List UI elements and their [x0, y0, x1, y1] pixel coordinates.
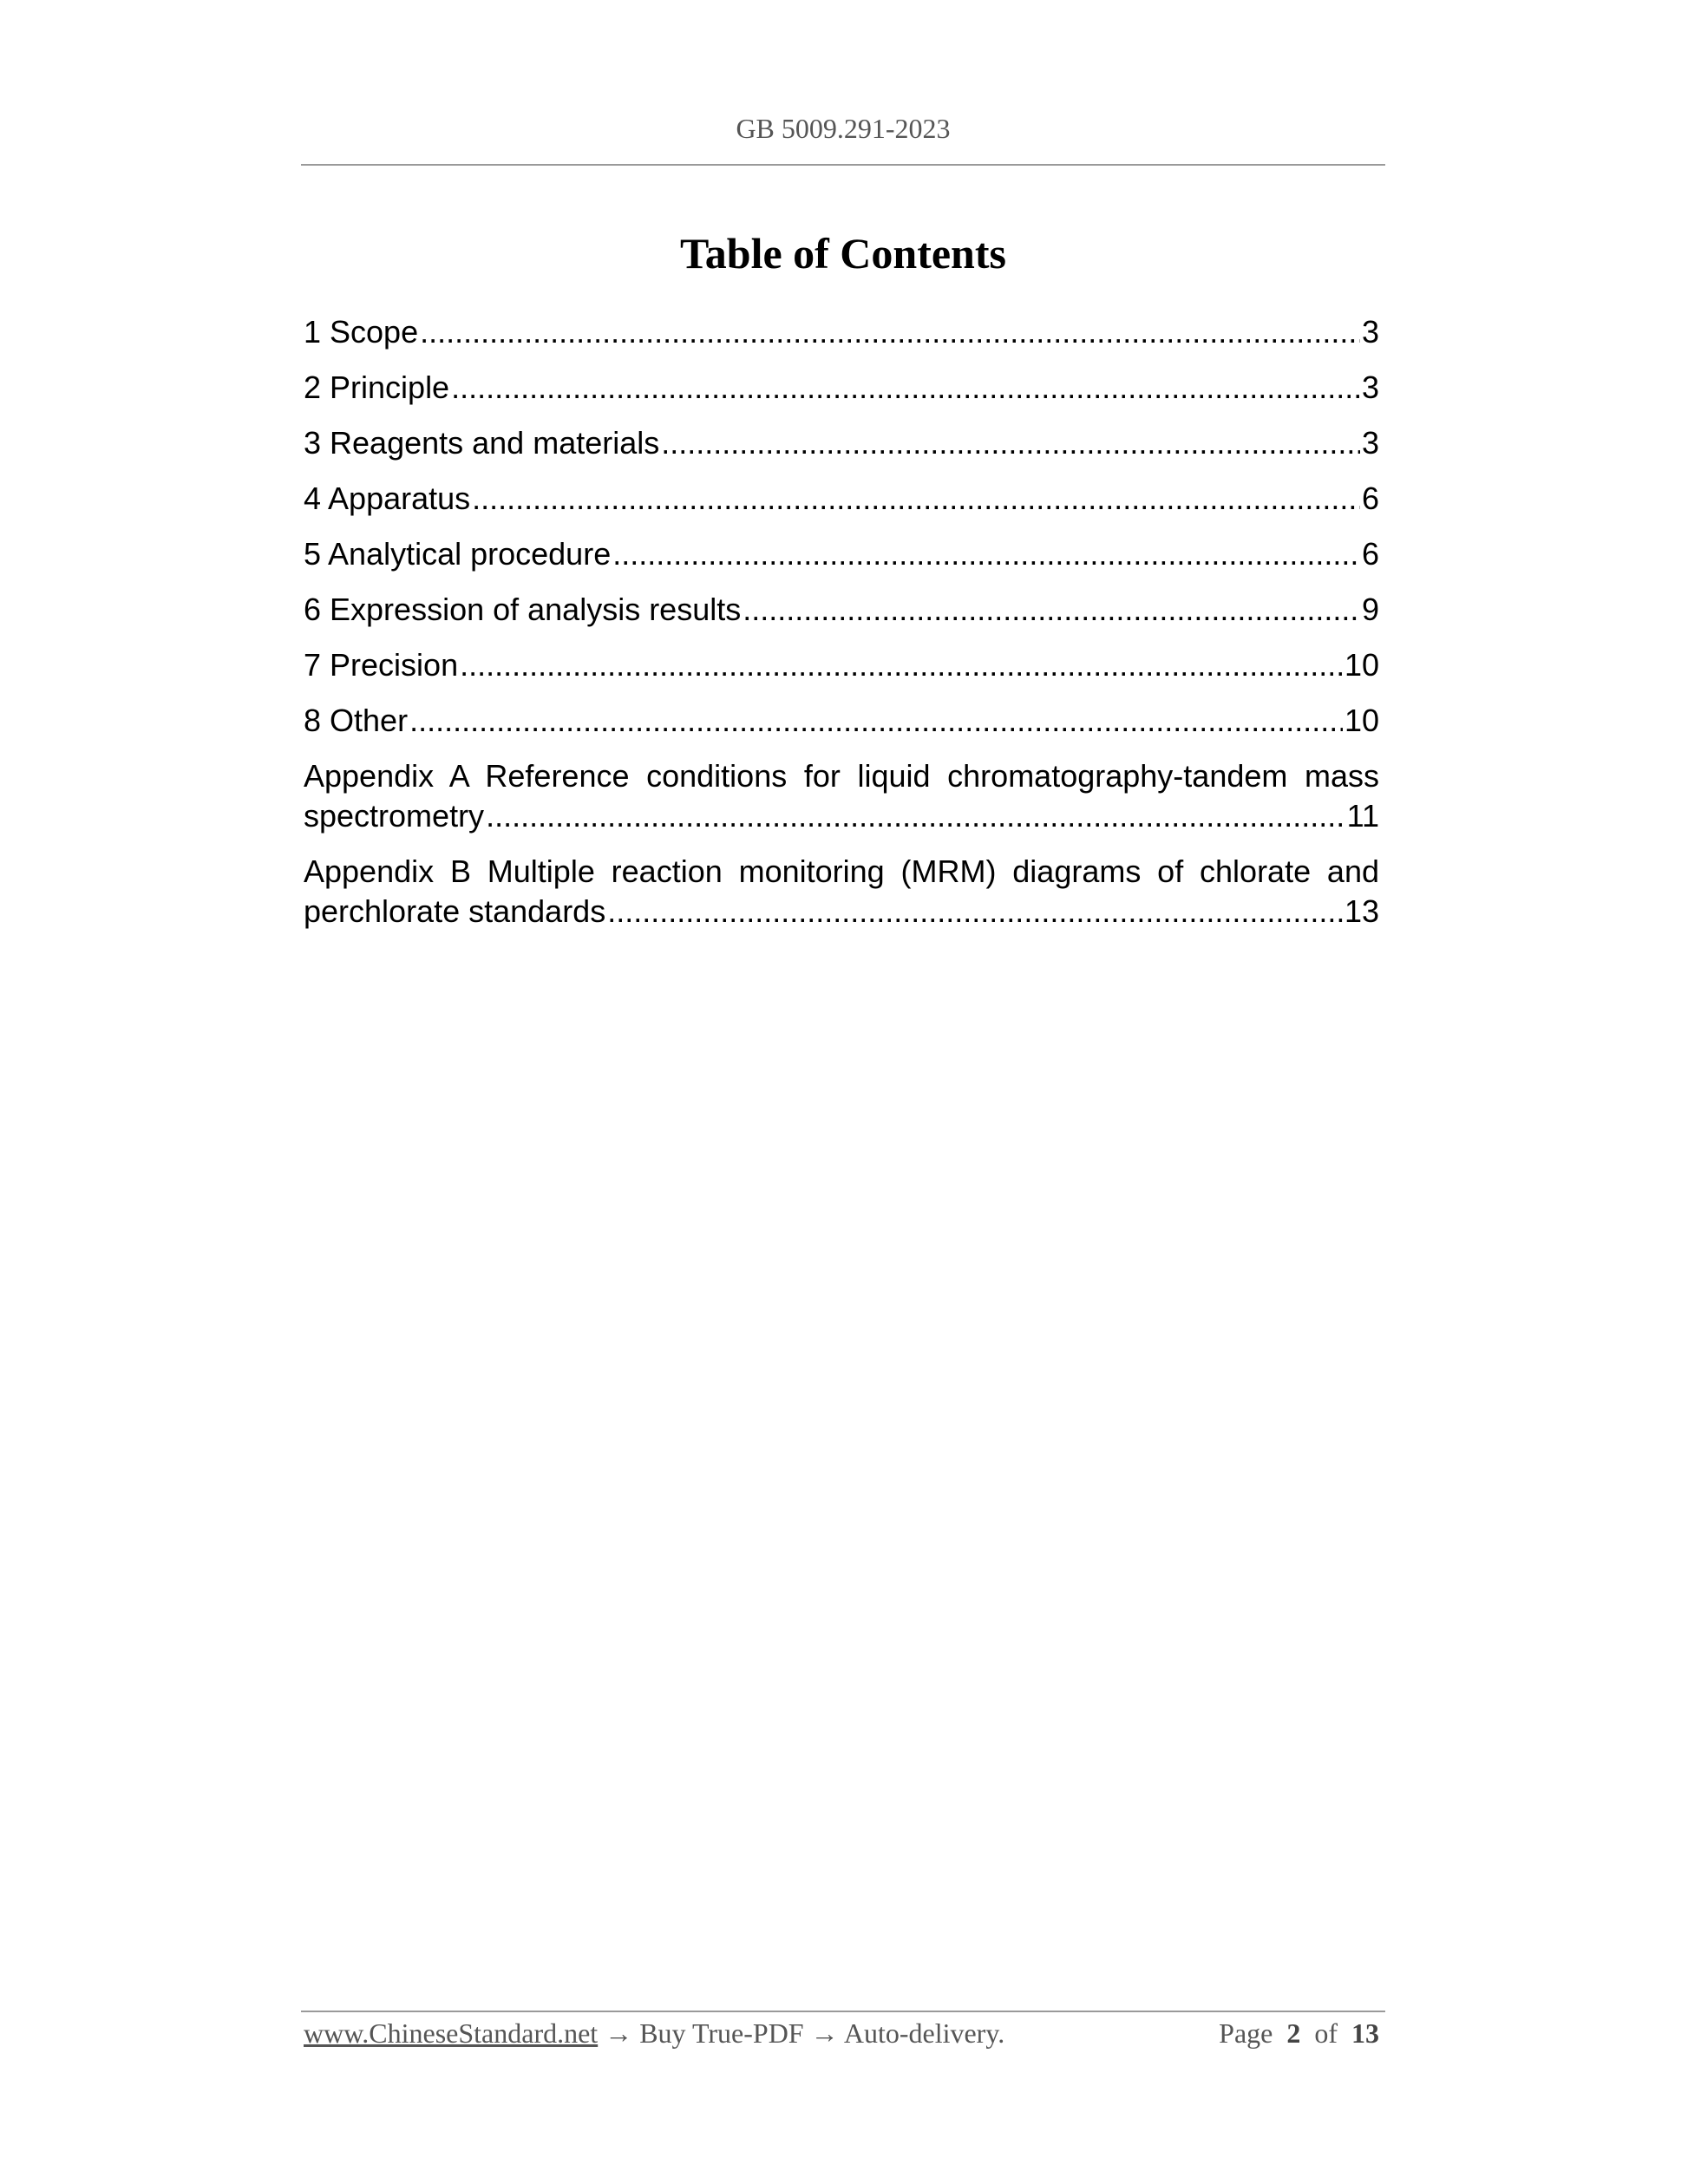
toc-entry-label: 2 Principle: [304, 369, 450, 405]
toc-entry-reagents[interactable]: [304, 423, 1379, 463]
page-number: [1219, 2014, 1379, 2052]
toc-leader-dots: [486, 796, 1345, 836]
toc-entry-label-line2: perchlorate standards: [304, 893, 606, 929]
toc-leader-dots: [409, 701, 1343, 741]
toc-entry-page: 10: [1344, 703, 1379, 738]
toc-leader-dots: [612, 534, 1360, 574]
toc-entry-results[interactable]: [304, 590, 1379, 630]
page-current: 2: [1286, 2017, 1301, 2049]
toc-entry-label-line1: Appendix B Multiple reaction monitoring (MRM) diagrams of chlorate and: [304, 853, 1379, 889]
toc-entry-page: 10: [1344, 647, 1379, 683]
toc-leader-dots: [460, 645, 1343, 685]
footer-site-link[interactable]: www.ChineseStandard.net: [304, 2017, 599, 2049]
toc-leader-dots: [420, 312, 1360, 352]
footer-buy-text: Buy True-PDF: [639, 2017, 804, 2049]
toc-entry-other[interactable]: [304, 701, 1379, 741]
toc-entry-label: 1 Scope: [304, 314, 419, 350]
table-of-contents: [304, 312, 1379, 947]
footer-divider: [301, 2011, 1385, 2012]
toc-leader-dots: [661, 423, 1360, 463]
toc-entry-appendix-b[interactable]: [304, 852, 1379, 932]
toc-entry-page: 3: [1361, 369, 1379, 405]
toc-entry-precision[interactable]: [304, 645, 1379, 685]
page-footer: [304, 2014, 1379, 2052]
toc-entry-scope[interactable]: [304, 312, 1379, 352]
footer-promo: [304, 2014, 1004, 2052]
toc-leader-dots: [472, 479, 1360, 519]
toc-entry-label-line1: Appendix A Reference conditions for liquid chromatography-tandem mass: [304, 758, 1379, 794]
toc-entry-procedure[interactable]: [304, 534, 1379, 574]
toc-entry-page: 11: [1346, 798, 1379, 834]
toc-entry-apparatus[interactable]: [304, 479, 1379, 519]
toc-entry-label: 8 Other: [304, 703, 409, 738]
of-word: of: [1314, 2017, 1338, 2049]
toc-entry-page: 3: [1361, 425, 1379, 461]
toc-entry-appendix-a[interactable]: [304, 756, 1379, 836]
page-title: Table of Contents: [680, 229, 1006, 278]
arrow-right-icon: →: [810, 2017, 839, 2049]
arrow-right-icon: →: [605, 2017, 633, 2049]
footer-delivery-text: Auto-delivery.: [843, 2017, 1005, 2049]
page-word: Page: [1219, 2017, 1273, 2049]
toc-entry-label: 4 Apparatus: [304, 481, 471, 516]
toc-leader-dots: [743, 590, 1360, 630]
toc-entry-page: 13: [1344, 893, 1379, 929]
toc-entry-label: 5 Analytical procedure: [304, 536, 612, 572]
toc-leader-dots: [451, 368, 1360, 408]
toc-entry-label: 6 Expression of analysis results: [304, 592, 742, 627]
toc-entry-principle[interactable]: [304, 368, 1379, 408]
header-divider: [301, 164, 1385, 166]
toc-entry-page: 3: [1361, 314, 1379, 350]
toc-leader-dots: [607, 892, 1343, 932]
toc-entry-page: 9: [1361, 592, 1379, 627]
toc-entry-label: 3 Reagents and materials: [304, 425, 660, 461]
page-total: 13: [1351, 2017, 1379, 2049]
toc-entry-label-line2: spectrometry: [304, 798, 485, 834]
toc-entry-label: 7 Precision: [304, 647, 459, 683]
running-header: GB 5009.291-2023: [736, 113, 951, 144]
toc-entry-page: 6: [1361, 536, 1379, 572]
toc-entry-page: 6: [1361, 481, 1379, 516]
